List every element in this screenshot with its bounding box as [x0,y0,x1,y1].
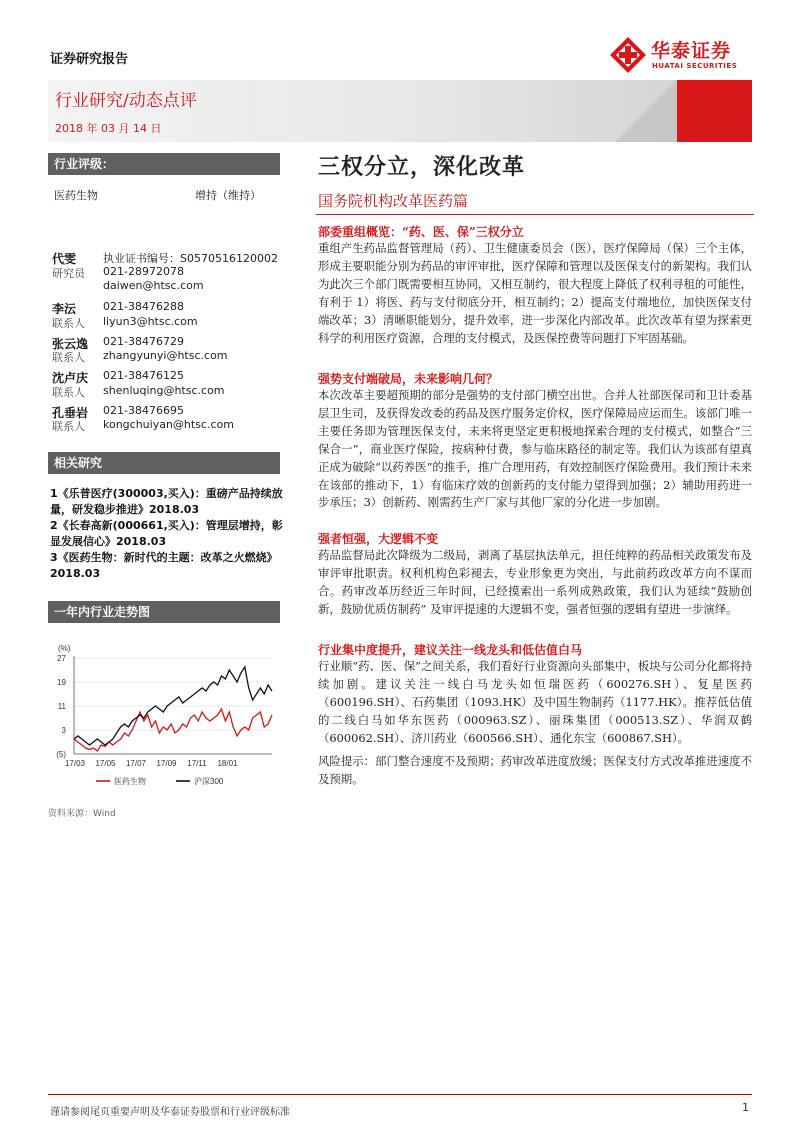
section-title: 强势支付端破局，未来影响几何？ [318,372,499,386]
chart-y-tick: 11 [57,702,66,711]
analyst-name: 代雯 [52,252,77,266]
chart-source: 资料来源：Wind [48,809,116,819]
section-body: 行业顺“药、医、保”之间关系，我们看好行业资源向头部集中，板块与公司分化都将持续加剧。建议关注一线白马龙头如恒瑞医药（600276.SH）、复星医药（600196.SH）、石药集团（1093.HK）及中国生物制药（1177.HK）。推荐低估值的二线白马如华东医药（000963.SZ）、丽珠集团（000513.SZ）、华润双鹤（600062.SH）、济川药业（600566.SH）、通化东宝（600867.SH）。 [318,659,752,745]
report-title: 三权分立，深化改革 [318,154,526,180]
analyst-role: 联系人 [52,420,85,433]
chart-y-tick: (5) [56,750,66,759]
logo-en-text: HUATAI SECURITIES [652,62,738,70]
analyst-name: 沈卢庆 [52,371,89,385]
analyst-name: 孔垂岩 [52,406,89,420]
related-report-link[interactable]: 2《长春高新(000661,买入)：管理层增持，彰显发展信心》2018.03 [50,519,283,548]
analyst-phone: 021-38476729 [103,335,184,348]
analyst-role: 联系人 [52,386,85,399]
section-title: 部委重组概览：“药、医、保”三权分立 [318,225,524,239]
analyst-phone: 021-38476695 [103,404,184,417]
trend-chart-header: 一年内行业走势图 [48,601,280,623]
analyst-email[interactable]: daiwen@htsc.com [103,279,204,292]
section-body: 本次改革主要超预期的部分是强势的支付部门横空出世。合并人社部医保司和卫计委基层卫生司，及获得发改委的药品及医疗服务定价权，医疗保障局应运而生。该部门唯一主要任务即为管理医保支付，未来将更坚定更积极地探索合理的支付模式，如整合“三保合一”，商业医疗保险，按病种付费，参与临床路径的制定等。我们认为该部有望真正成为破除“以药养医”的推手，推广合理用药，有效控制医疗保险费用。我们预计未来在该部的推动下，1）有临床疗效的创新药的支付能力望得到加强；2）辅助用药进一步承压；3）创新药、刚需药生产厂家与其他厂家的分化进一步加剧。 [318,388,752,510]
rating-industry: 医药生物 [54,189,98,202]
cert-label: 执业证书编号： [103,252,180,265]
analyst-role: 研究员 [52,267,85,280]
chart-y-unit: (%) [58,644,71,653]
analyst-phone: 021-38476288 [103,300,184,313]
related-research-header: 相关研究 [48,452,280,474]
analyst-name: 张云逸 [52,337,89,351]
analyst-email[interactable]: kongchuiyan@htsc.com [103,418,234,431]
chart-y-tick: 19 [57,678,66,687]
page-number: 1 [742,1101,749,1114]
related-report-link[interactable]: 1《乐普医疗(300003,买入)：重磅产品持续放量，研发稳步推进》2018.03 [50,487,283,516]
chart-y-tick: 3 [61,726,66,735]
chart-x-tick: 17/03 [64,759,86,768]
rating-value: 增持（维持） [195,189,261,202]
analyst-phone: 021-28972078 [103,265,184,278]
section-body: 药品监督局此次降级为二级局，剥离了基层执法单元，担任纯粹的药品相关政策发布及审评审批职责。权利机构色彩褪去，专业形象更为突出，与此前药政改革方向不谋而合。药审改革历经近三年时间，已经摸索出一系列成熟政策，我们认为延续“鼓励创新，鼓励优质仿制药” 及审评提速的大逻辑不变，强者恒强的逻辑有望进一步演绎。 [318,548,752,616]
industry-trend-chart [48,636,288,796]
analyst-name: 李沄 [52,302,77,316]
header-red-block [677,80,752,142]
chart-x-tick: 17/05 [95,759,116,768]
related-report-link[interactable]: 3《医药生物：新时代的主题：改革之火燃烧》2018.03 [50,551,278,580]
rating-header: 行业评级： [48,153,280,175]
footer-divider [48,1094,752,1095]
analyst-role: 联系人 [52,317,85,330]
analyst-email[interactable]: zhangyunyi@htsc.com [103,349,228,362]
chart-x-tick: 17/11 [187,759,207,768]
huatai-logo-mark-icon [609,36,647,74]
cert-number: S0570516120002 [180,252,278,265]
report-category: 行业研究/动态点评 [55,91,197,111]
analyst-phone: 021-38476125 [103,369,184,382]
section-title: 行业集中度提升，建议关注一线龙头和低估值白马 [318,643,583,657]
section-title: 强者恒强，大逻辑不变 [318,532,439,546]
section-body: 重组产生药品监督管理局（药）、卫生健康委员会（医），医疗保障局（保）三个主体，形成主要职能分别为药品的审评审批，医疗保障和管理以及医保支付的新架构。我们认为此次三个部门既需要相互协同，又相互制约，很大程度上降低了权利寻租的可能性，有利于 1）将医、药与支付彻底分开，相互制约；2）提高支付端地位，加快医保支付端改革；3）清晰职能划分，提升效率，进一步深化内部改革。此次改革有望为探索更科学的利用医疗资源，合理的支付模式，及医保控费等问题打下牢固基础。 [318,241,752,345]
chart-x-tick: 18/01 [217,759,238,768]
report-date: 2018 年 03 月 14 日 [55,122,162,135]
analyst-email[interactable]: shenluqing@htsc.com [103,384,225,397]
report-subtitle: 国务院机构改革医药篇 [318,192,469,210]
risk-warning: 风险提示：部门整合速度不及预期；药审改革进度放缓；医保支付方式改革推进速度不及预期。 [318,754,752,786]
chart-x-tick: 17/07 [125,759,147,768]
chart-x-tick: 17/09 [156,759,177,768]
analyst-role: 联系人 [52,351,85,364]
chart-y-tick: 27 [57,654,66,663]
doc-type-label: 证券研究报告 [50,52,129,67]
chart-legend-label: 沪深300 [194,777,224,786]
title-divider [316,214,754,215]
footer-disclaimer[interactable]: 谨请参阅尾页重要声明及华泰证券股票和行业评级标准 [50,1107,290,1118]
analyst-email[interactable]: liyun3@htsc.com [103,315,198,328]
chart-legend-label: 医药生物 [114,777,146,786]
chart-svg [48,636,288,796]
huatai-logo [609,34,759,78]
logo-cn-text: 华泰证券 [651,40,732,62]
